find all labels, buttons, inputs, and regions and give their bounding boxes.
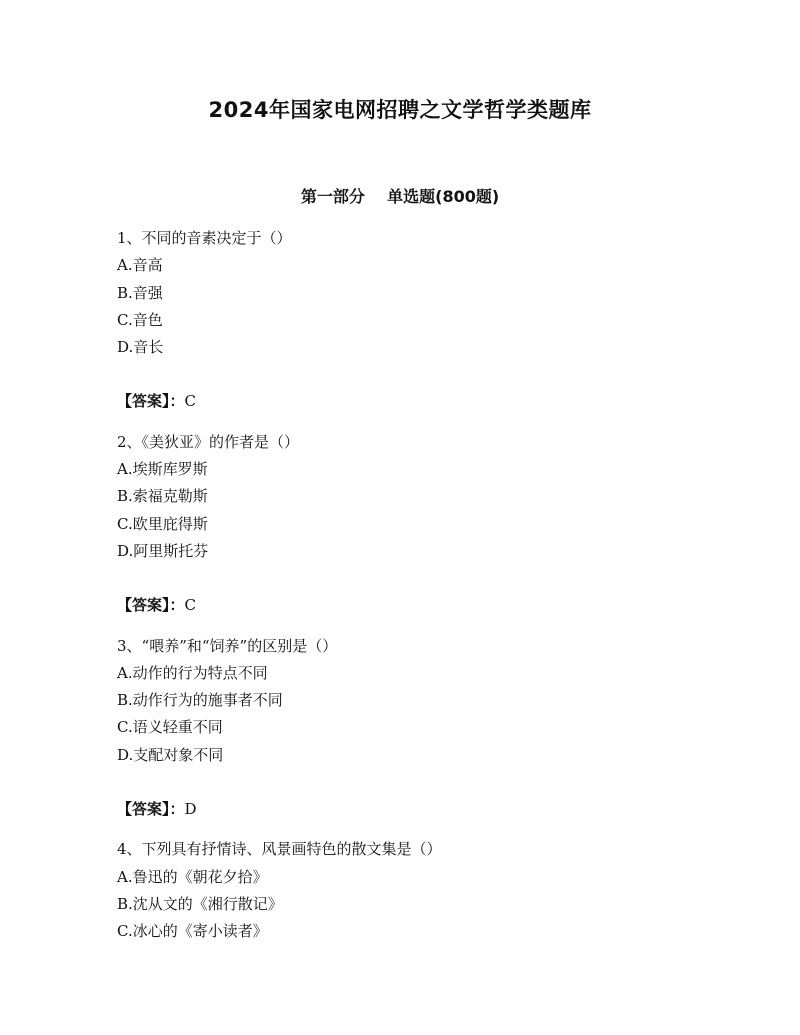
answer-value: C bbox=[184, 596, 197, 615]
question-option-d: D.音长 bbox=[117, 338, 164, 357]
question-stem: 2、《美狄亚》的作者是（） bbox=[117, 432, 300, 451]
answer-label: 【答案】 bbox=[117, 596, 170, 615]
answer-separator: ： bbox=[169, 392, 185, 411]
question-option-d: D.阿里斯托芬 bbox=[117, 541, 209, 560]
question-option-c: C.冰心的《寄小读者》 bbox=[117, 922, 268, 941]
question-option-b: B.索福克勒斯 bbox=[117, 487, 208, 506]
answer-separator: ： bbox=[169, 596, 185, 615]
document-title: 2024年国家电网招聘之文学哲学类题库 bbox=[208, 98, 592, 122]
question-stem: 4、下列具有抒情诗、风景画特色的散文集是（） bbox=[117, 840, 442, 859]
question-option-d: D.支配对象不同 bbox=[117, 745, 224, 764]
question-option-a: A.动作的行为特点不同 bbox=[117, 663, 268, 682]
question-option-a: A.音高 bbox=[117, 256, 163, 275]
question-item bbox=[117, 836, 757, 945]
question-list bbox=[117, 225, 757, 946]
question-stem: 3、“喂养”和“饲养”的区别是（） bbox=[117, 636, 338, 655]
answer-separator: ： bbox=[169, 800, 185, 819]
question-option-c: C.语义轻重不同 bbox=[117, 718, 223, 737]
question-option-a: A.鲁迅的《朝花夕拾》 bbox=[117, 867, 268, 886]
question-item bbox=[117, 225, 757, 416]
question-option-c: C.欧里庇得斯 bbox=[117, 514, 208, 533]
section-title: 第一部分 单选题(800题) bbox=[300, 187, 500, 206]
question-option-b: B.音强 bbox=[117, 283, 163, 302]
question-item bbox=[117, 633, 757, 824]
answer-line bbox=[117, 388, 757, 415]
question-stem: 1、不同的音素决定于（） bbox=[117, 229, 292, 247]
answer-value: D bbox=[184, 800, 197, 819]
question-item bbox=[117, 429, 757, 620]
answer-line bbox=[117, 592, 757, 619]
answer-label: 【答案】 bbox=[117, 392, 170, 411]
question-option-b: B.沈从文的《湘行散记》 bbox=[117, 894, 283, 913]
question-option-a: A.埃斯库罗斯 bbox=[117, 460, 208, 479]
question-option-c: C.音色 bbox=[117, 310, 163, 329]
answer-value: C bbox=[184, 392, 197, 411]
answer-line bbox=[117, 796, 757, 823]
question-option-b: B.动作行为的施事者不同 bbox=[117, 691, 283, 710]
answer-label: 【答案】 bbox=[117, 800, 170, 819]
